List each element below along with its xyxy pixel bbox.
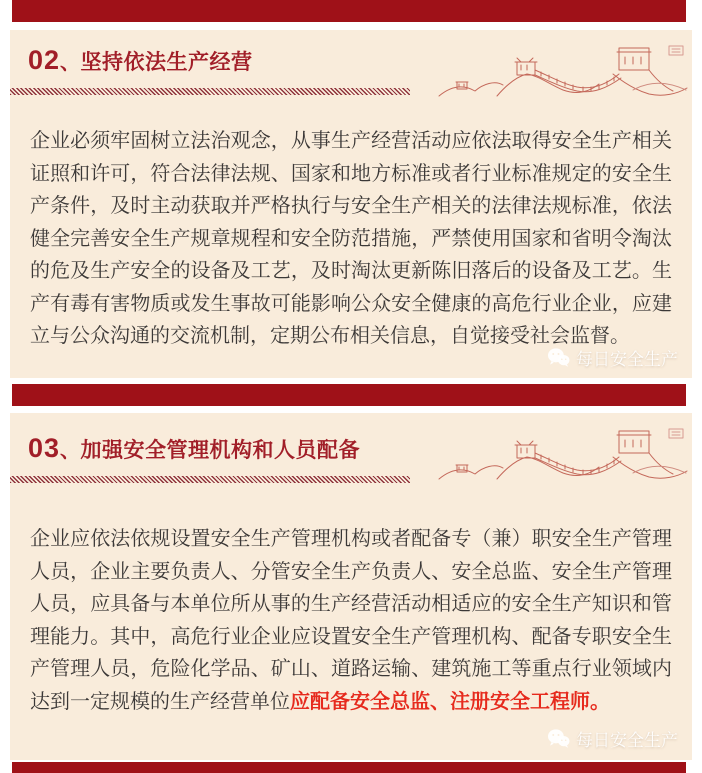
section-title-text: 加强安全管理机构和人员配备 bbox=[80, 439, 361, 462]
watermark-label: 每日安全生产 bbox=[576, 350, 678, 369]
section-number-delimiter: 、 bbox=[60, 52, 81, 74]
hatched-divider-line bbox=[10, 476, 410, 483]
middle-red-bar bbox=[12, 384, 686, 406]
top-red-bar bbox=[12, 0, 686, 22]
section-body-text: 企业应依法依规设置安全生产管理机构或者配备专（兼）职安全生产管理人员，企业主要负责人、分管安全生产负责人、安全总监、安全生产管理人员，应具备与本单位所从事的生产经营活动相适应的安全生产知识和管理能力。其中，高危行业企业应设置安全生产管理机构、配备专职安全生产管理人员，危险化学品、矿山、道路运输、建筑施工等重点行业领域内达到一定规模的生产经营单位 bbox=[30, 528, 672, 713]
section-number: 03 bbox=[28, 433, 61, 463]
great-wall-illustration bbox=[436, 40, 688, 112]
section-body bbox=[10, 523, 692, 718]
watermark bbox=[547, 345, 678, 370]
section-card-03 bbox=[10, 413, 692, 760]
section-card-02 bbox=[10, 30, 692, 378]
great-wall-illustration bbox=[436, 423, 688, 495]
watermark bbox=[547, 726, 678, 751]
section-body bbox=[10, 125, 692, 353]
bottom-red-bar bbox=[12, 762, 686, 773]
section-number: 02 bbox=[28, 45, 61, 75]
section-body-highlight: 应配备安全总监、注册安全工程师。 bbox=[290, 690, 610, 713]
section-title-text: 坚持依法生产经营 bbox=[80, 51, 253, 74]
wechat-icon bbox=[547, 347, 570, 368]
watermark-label: 每日安全生产 bbox=[576, 731, 678, 750]
wechat-icon bbox=[547, 728, 570, 749]
hatched-divider-line bbox=[10, 88, 410, 95]
section-number-delimiter: 、 bbox=[60, 440, 81, 462]
section-body-text: 企业必须牢固树立法治观念，从事生产经营活动应依法取得安全生产相关证照和许可，符合法律法规、国家和地方标准或者行业标准规定的安全生产条件，及时主动获取并严格执行与安全生产相关的法律法规标准，依法健全完善安全生产规章规程和安全防范措施，严禁使用国家和省明令淘汰的危及生产安全的设备及工艺，及时淘汰更新陈旧落后的设备及工艺。生产有毒有害物质或发生事故可能影响公众安全健康的高危行业企业，应建立与公众沟通的交流机制，定期公布相关信息，自觉接受社会监督。 bbox=[30, 130, 672, 347]
